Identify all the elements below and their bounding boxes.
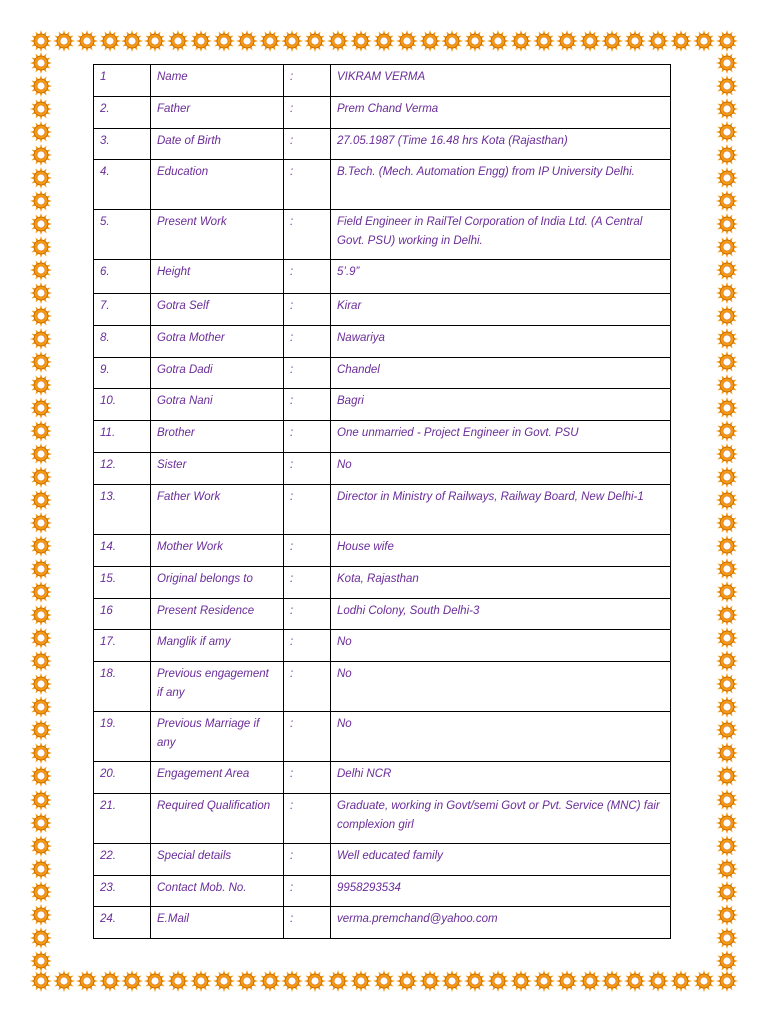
sun-flower-icon [716, 98, 738, 120]
sun-flower-icon [419, 30, 441, 52]
sun-flower-icon [716, 75, 738, 97]
border-top [30, 30, 738, 52]
row-number: 18. [94, 662, 151, 712]
sun-flower-icon [716, 742, 738, 764]
row-number: 7. [94, 294, 151, 326]
table-row [94, 453, 671, 485]
table-row [94, 65, 671, 97]
row-separator: : [284, 712, 331, 762]
sun-flower-icon [716, 558, 738, 580]
row-number: 17. [94, 630, 151, 662]
row-separator: : [284, 358, 331, 389]
row-number: 3. [94, 129, 151, 160]
sun-flower-icon [213, 30, 235, 52]
row-value: verma.premchand@yahoo.com [331, 907, 671, 939]
table-row [94, 630, 671, 662]
row-separator: : [284, 260, 331, 294]
table-row [94, 389, 671, 421]
sun-flower-icon [167, 30, 189, 52]
row-number: 10. [94, 389, 151, 421]
row-number: 19. [94, 712, 151, 762]
sun-flower-icon [304, 30, 326, 52]
row-value: No [331, 453, 671, 485]
row-value: Director in Ministry of Railways, Railway Board, New Delhi-1 [331, 485, 671, 535]
sun-flower-icon [30, 673, 52, 695]
row-separator: : [284, 294, 331, 326]
row-value: Well educated family [331, 844, 671, 876]
sun-flower-icon [30, 742, 52, 764]
row-label: Gotra Self [151, 294, 284, 326]
row-value: Bagri [331, 389, 671, 421]
sun-flower-icon [30, 881, 52, 903]
border-left [30, 52, 52, 972]
row-number: 8. [94, 326, 151, 358]
sun-flower-icon [30, 144, 52, 166]
row-value: Delhi NCR [331, 762, 671, 794]
sun-flower-icon [716, 858, 738, 880]
row-label: Date of Birth [151, 129, 284, 160]
row-value: B.Tech. (Mech. Automation Engg) from IP University Delhi. [331, 160, 671, 210]
sun-flower-icon [464, 970, 486, 992]
row-separator: : [284, 844, 331, 876]
sun-flower-icon [693, 30, 715, 52]
row-number: 23. [94, 876, 151, 907]
row-label: Original belongs to [151, 567, 284, 599]
row-separator: : [284, 535, 331, 567]
sun-flower-icon [647, 970, 669, 992]
sun-flower-icon [419, 970, 441, 992]
table-row [94, 712, 671, 762]
sun-flower-icon [693, 970, 715, 992]
row-number: 16 [94, 599, 151, 630]
row-number: 20. [94, 762, 151, 794]
sun-flower-icon [236, 970, 258, 992]
sun-flower-icon [373, 970, 395, 992]
sun-flower-icon [601, 970, 623, 992]
row-label: Father [151, 97, 284, 129]
row-value: Field Engineer in RailTel Corporation of India Ltd. (A Central Govt. PSU) working in Delhi. [331, 210, 671, 260]
row-number: 4. [94, 160, 151, 210]
row-separator: : [284, 453, 331, 485]
sun-flower-icon [121, 970, 143, 992]
sun-flower-icon [30, 950, 52, 972]
sun-flower-icon [190, 30, 212, 52]
sun-flower-icon [327, 970, 349, 992]
sun-flower-icon [30, 374, 52, 396]
row-separator: : [284, 210, 331, 260]
border-right [716, 52, 738, 972]
sun-flower-icon [716, 443, 738, 465]
row-value: One unmarried - Project Engineer in Govt. PSU [331, 421, 671, 453]
row-label: Required Qualification [151, 794, 284, 844]
sun-flower-icon [30, 466, 52, 488]
sun-flower-icon [716, 650, 738, 672]
sun-flower-icon [716, 30, 738, 52]
sun-flower-icon [670, 30, 692, 52]
sun-flower-icon [510, 970, 532, 992]
sun-flower-icon [99, 970, 121, 992]
table-row [94, 567, 671, 599]
row-separator: : [284, 421, 331, 453]
sun-flower-icon [670, 970, 692, 992]
row-label: Gotra Dadi [151, 358, 284, 389]
sun-flower-icon [30, 512, 52, 534]
sun-flower-icon [30, 443, 52, 465]
sun-flower-icon [716, 927, 738, 949]
sun-flower-icon [30, 30, 52, 52]
sun-flower-icon [716, 213, 738, 235]
row-value: Nawariya [331, 326, 671, 358]
sun-flower-icon [30, 812, 52, 834]
table-row [94, 907, 671, 939]
row-number: 9. [94, 358, 151, 389]
sun-flower-icon [716, 789, 738, 811]
sun-flower-icon [30, 719, 52, 741]
sun-flower-icon [579, 970, 601, 992]
sun-flower-icon [30, 604, 52, 626]
sun-flower-icon [441, 30, 463, 52]
sun-flower-icon [121, 30, 143, 52]
row-label: Previous engagement if any [151, 662, 284, 712]
sun-flower-icon [533, 970, 555, 992]
table-row [94, 210, 671, 260]
sun-flower-icon [30, 52, 52, 74]
sun-flower-icon [441, 970, 463, 992]
sun-flower-icon [464, 30, 486, 52]
row-separator: : [284, 326, 331, 358]
row-value: 5’.9” [331, 260, 671, 294]
row-separator: : [284, 129, 331, 160]
row-number: 6. [94, 260, 151, 294]
table-row [94, 599, 671, 630]
sun-flower-icon [716, 904, 738, 926]
sun-flower-icon [716, 328, 738, 350]
row-label: Sister [151, 453, 284, 485]
table-row [94, 535, 671, 567]
row-value: 9958293534 [331, 876, 671, 907]
row-label: Manglik if amy [151, 630, 284, 662]
row-separator: : [284, 65, 331, 97]
sun-flower-icon [556, 970, 578, 992]
sun-flower-icon [30, 259, 52, 281]
row-number: 2. [94, 97, 151, 129]
sun-flower-icon [281, 30, 303, 52]
sun-flower-icon [259, 30, 281, 52]
row-separator: : [284, 794, 331, 844]
sun-flower-icon [716, 374, 738, 396]
sun-flower-icon [716, 970, 738, 992]
sun-flower-icon [716, 812, 738, 834]
row-value: VIKRAM VERMA [331, 65, 671, 97]
table-row [94, 485, 671, 535]
row-label: Education [151, 160, 284, 210]
row-separator: : [284, 160, 331, 210]
sun-flower-icon [30, 535, 52, 557]
row-label: Brother [151, 421, 284, 453]
row-label: Mother Work [151, 535, 284, 567]
sun-flower-icon [487, 970, 509, 992]
sun-flower-icon [716, 835, 738, 857]
row-number: 15. [94, 567, 151, 599]
sun-flower-icon [30, 489, 52, 511]
sun-flower-icon [30, 397, 52, 419]
sun-flower-icon [716, 950, 738, 972]
sun-flower-icon [716, 397, 738, 419]
sun-flower-icon [30, 167, 52, 189]
sun-flower-icon [30, 858, 52, 880]
sun-flower-icon [716, 696, 738, 718]
row-value: Lodhi Colony, South Delhi-3 [331, 599, 671, 630]
row-label: Contact Mob. No. [151, 876, 284, 907]
table-row [94, 160, 671, 210]
sun-flower-icon [533, 30, 555, 52]
sun-flower-icon [30, 558, 52, 580]
row-separator: : [284, 97, 331, 129]
sun-flower-icon [716, 305, 738, 327]
row-number: 13. [94, 485, 151, 535]
row-separator: : [284, 907, 331, 939]
sun-flower-icon [167, 970, 189, 992]
table-row [94, 97, 671, 129]
sun-flower-icon [144, 970, 166, 992]
sun-flower-icon [716, 236, 738, 258]
sun-flower-icon [144, 30, 166, 52]
sun-flower-icon [30, 328, 52, 350]
sun-flower-icon [327, 30, 349, 52]
table-row [94, 294, 671, 326]
row-label: Special details [151, 844, 284, 876]
row-separator: : [284, 630, 331, 662]
sun-flower-icon [304, 970, 326, 992]
sun-flower-icon [30, 927, 52, 949]
row-separator: : [284, 599, 331, 630]
sun-flower-icon [716, 627, 738, 649]
row-value: 27.05.1987 (Time 16.48 hrs Kota (Rajasthan) [331, 129, 671, 160]
row-value: Chandel [331, 358, 671, 389]
sun-flower-icon [236, 30, 258, 52]
sun-flower-icon [30, 765, 52, 787]
sun-flower-icon [716, 512, 738, 534]
row-number: 14. [94, 535, 151, 567]
table-row [94, 876, 671, 907]
row-separator: : [284, 389, 331, 421]
sun-flower-icon [190, 970, 212, 992]
row-number: 21. [94, 794, 151, 844]
sun-flower-icon [716, 351, 738, 373]
sun-flower-icon [716, 52, 738, 74]
row-value: Graduate, working in Govt/semi Govt or Pvt. Service (MNC) fair complexion girl [331, 794, 671, 844]
row-number: 1 [94, 65, 151, 97]
sun-flower-icon [30, 75, 52, 97]
row-separator: : [284, 876, 331, 907]
sun-flower-icon [716, 604, 738, 626]
row-number: 24. [94, 907, 151, 939]
row-label: Name [151, 65, 284, 97]
row-number: 12. [94, 453, 151, 485]
sun-flower-icon [53, 30, 75, 52]
row-separator: : [284, 485, 331, 535]
row-label: Present Residence [151, 599, 284, 630]
sun-flower-icon [624, 970, 646, 992]
sun-flower-icon [30, 282, 52, 304]
sun-flower-icon [396, 970, 418, 992]
table-row [94, 260, 671, 294]
sun-flower-icon [76, 970, 98, 992]
border-bottom [30, 970, 738, 992]
table-row [94, 326, 671, 358]
sun-flower-icon [350, 970, 372, 992]
sun-flower-icon [30, 236, 52, 258]
sun-flower-icon [716, 673, 738, 695]
row-label: Present Work [151, 210, 284, 260]
sun-flower-icon [716, 489, 738, 511]
sun-flower-icon [716, 167, 738, 189]
table-row [94, 762, 671, 794]
row-number: 11. [94, 421, 151, 453]
row-label: Engagement Area [151, 762, 284, 794]
sun-flower-icon [213, 970, 235, 992]
row-value: Kirar [331, 294, 671, 326]
biodata-table [93, 64, 671, 939]
sun-flower-icon [487, 30, 509, 52]
row-label: Gotra Mother [151, 326, 284, 358]
sun-flower-icon [373, 30, 395, 52]
sun-flower-icon [647, 30, 669, 52]
row-value: House wife [331, 535, 671, 567]
sun-flower-icon [579, 30, 601, 52]
sun-flower-icon [716, 765, 738, 787]
sun-flower-icon [281, 970, 303, 992]
row-value: No [331, 712, 671, 762]
row-separator: : [284, 662, 331, 712]
row-label: Father Work [151, 485, 284, 535]
row-separator: : [284, 567, 331, 599]
table-row [94, 844, 671, 876]
sun-flower-icon [30, 581, 52, 603]
sun-flower-icon [99, 30, 121, 52]
table-row [94, 358, 671, 389]
sun-flower-icon [30, 190, 52, 212]
row-value: Kota, Rajasthan [331, 567, 671, 599]
sun-flower-icon [30, 351, 52, 373]
sun-flower-icon [259, 970, 281, 992]
sun-flower-icon [716, 881, 738, 903]
sun-flower-icon [30, 420, 52, 442]
sun-flower-icon [396, 30, 418, 52]
sun-flower-icon [716, 719, 738, 741]
sun-flower-icon [716, 144, 738, 166]
sun-flower-icon [30, 98, 52, 120]
table-row [94, 794, 671, 844]
sun-flower-icon [30, 696, 52, 718]
sun-flower-icon [716, 535, 738, 557]
row-number: 5. [94, 210, 151, 260]
sun-flower-icon [716, 282, 738, 304]
row-label: Gotra Nani [151, 389, 284, 421]
sun-flower-icon [350, 30, 372, 52]
row-number: 22. [94, 844, 151, 876]
sun-flower-icon [716, 121, 738, 143]
sun-flower-icon [624, 30, 646, 52]
row-value: No [331, 630, 671, 662]
sun-flower-icon [30, 904, 52, 926]
sun-flower-icon [601, 30, 623, 52]
sun-flower-icon [716, 259, 738, 281]
sun-flower-icon [30, 835, 52, 857]
sun-flower-icon [716, 420, 738, 442]
row-value: Prem Chand Verma [331, 97, 671, 129]
row-separator: : [284, 762, 331, 794]
table-row [94, 662, 671, 712]
sun-flower-icon [30, 970, 52, 992]
sun-flower-icon [30, 789, 52, 811]
row-label: E.Mail [151, 907, 284, 939]
sun-flower-icon [53, 970, 75, 992]
sun-flower-icon [30, 650, 52, 672]
sun-flower-icon [716, 466, 738, 488]
sun-flower-icon [556, 30, 578, 52]
sun-flower-icon [510, 30, 532, 52]
sun-flower-icon [716, 581, 738, 603]
row-value: No [331, 662, 671, 712]
sun-flower-icon [30, 627, 52, 649]
sun-flower-icon [76, 30, 98, 52]
sun-flower-icon [716, 190, 738, 212]
row-label: Previous Marriage if any [151, 712, 284, 762]
sun-flower-icon [30, 305, 52, 327]
sun-flower-icon [30, 121, 52, 143]
table-row [94, 129, 671, 160]
row-label: Height [151, 260, 284, 294]
sun-flower-icon [30, 213, 52, 235]
table-row [94, 421, 671, 453]
